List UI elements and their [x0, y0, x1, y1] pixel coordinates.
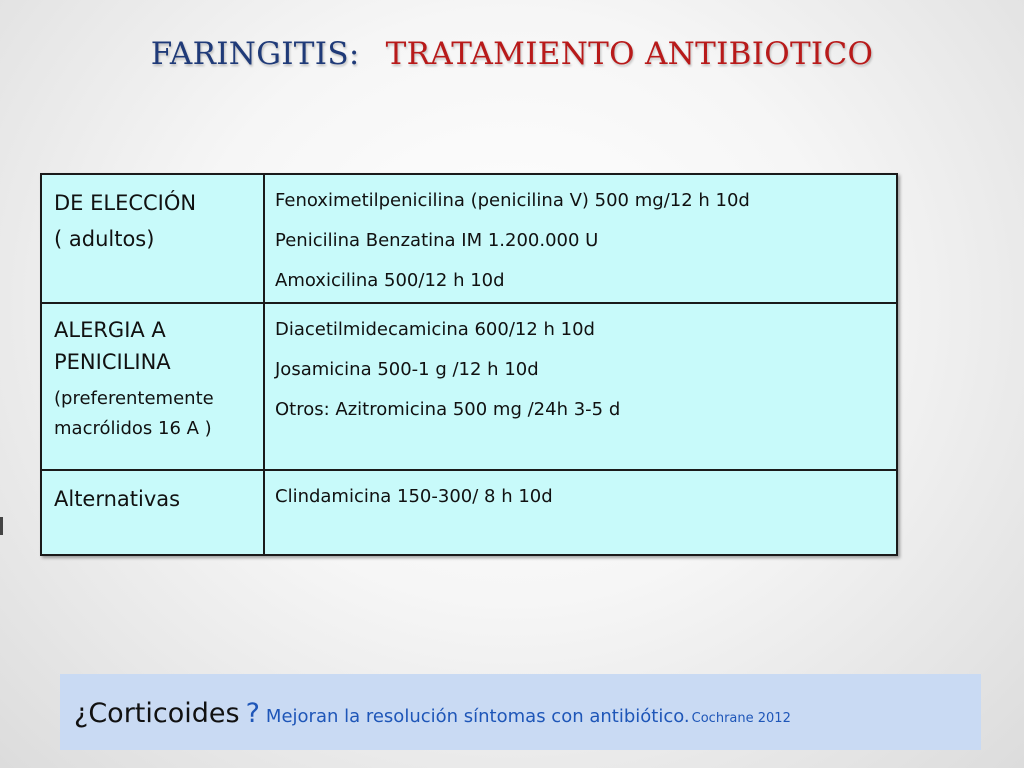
category-note: macrólidos 16 A ) [54, 418, 212, 439]
slide-title [0, 36, 1024, 72]
row-treatment-cell [265, 471, 896, 554]
treatment-line: Amoxicilina 500/12 h 10d [275, 270, 505, 291]
treatment-line: Diacetilmidecamicina 600/12 h 10d [275, 319, 595, 340]
title-subject: TRATAMIENTO ANTIBIOTICO [385, 36, 874, 72]
treatment-line: Josamicina 500-1 g /12 h 10d [275, 359, 539, 380]
corticoid-note-box [60, 674, 981, 750]
treatment-line: Penicilina Benzatina IM 1.200.000 U [275, 230, 599, 251]
treatment-line: Fenoximetilpenicilina (penicilina V) 500 mg/12 h 10d [275, 190, 750, 211]
category-label: ALERGIA A [54, 318, 166, 342]
category-note: (preferentemente [54, 388, 214, 409]
corticoid-answer: Mejoran la resolución síntomas con antibiótico. [265, 706, 690, 727]
edge-marker [0, 517, 3, 535]
row-treatment-cell [265, 304, 896, 469]
treatment-line: Clindamicina 150-300/ 8 h 10d [275, 486, 553, 507]
question-mark: ? [245, 698, 260, 729]
row-category-cell [42, 471, 265, 554]
category-sublabel: ( adultos) [54, 227, 155, 251]
treatment-line: Otros: Azitromicina 500 mg /24h 3-5 d [275, 399, 621, 420]
row-category-cell [42, 175, 265, 302]
treatment-table [40, 173, 898, 556]
table-row [42, 471, 896, 554]
corticoid-question: ¿Corticoides [74, 698, 240, 729]
row-treatment-cell [265, 175, 896, 302]
category-label: Alternativas [54, 487, 181, 511]
table-row [42, 304, 896, 471]
category-label: DE ELECCIÓN [54, 191, 197, 215]
reference-citation: Cochrane 2012 [691, 711, 791, 726]
table-row [42, 175, 896, 304]
category-label: PENICILINA [54, 350, 171, 374]
title-topic: FARINGITIS: [150, 36, 360, 72]
row-category-cell [42, 304, 265, 469]
